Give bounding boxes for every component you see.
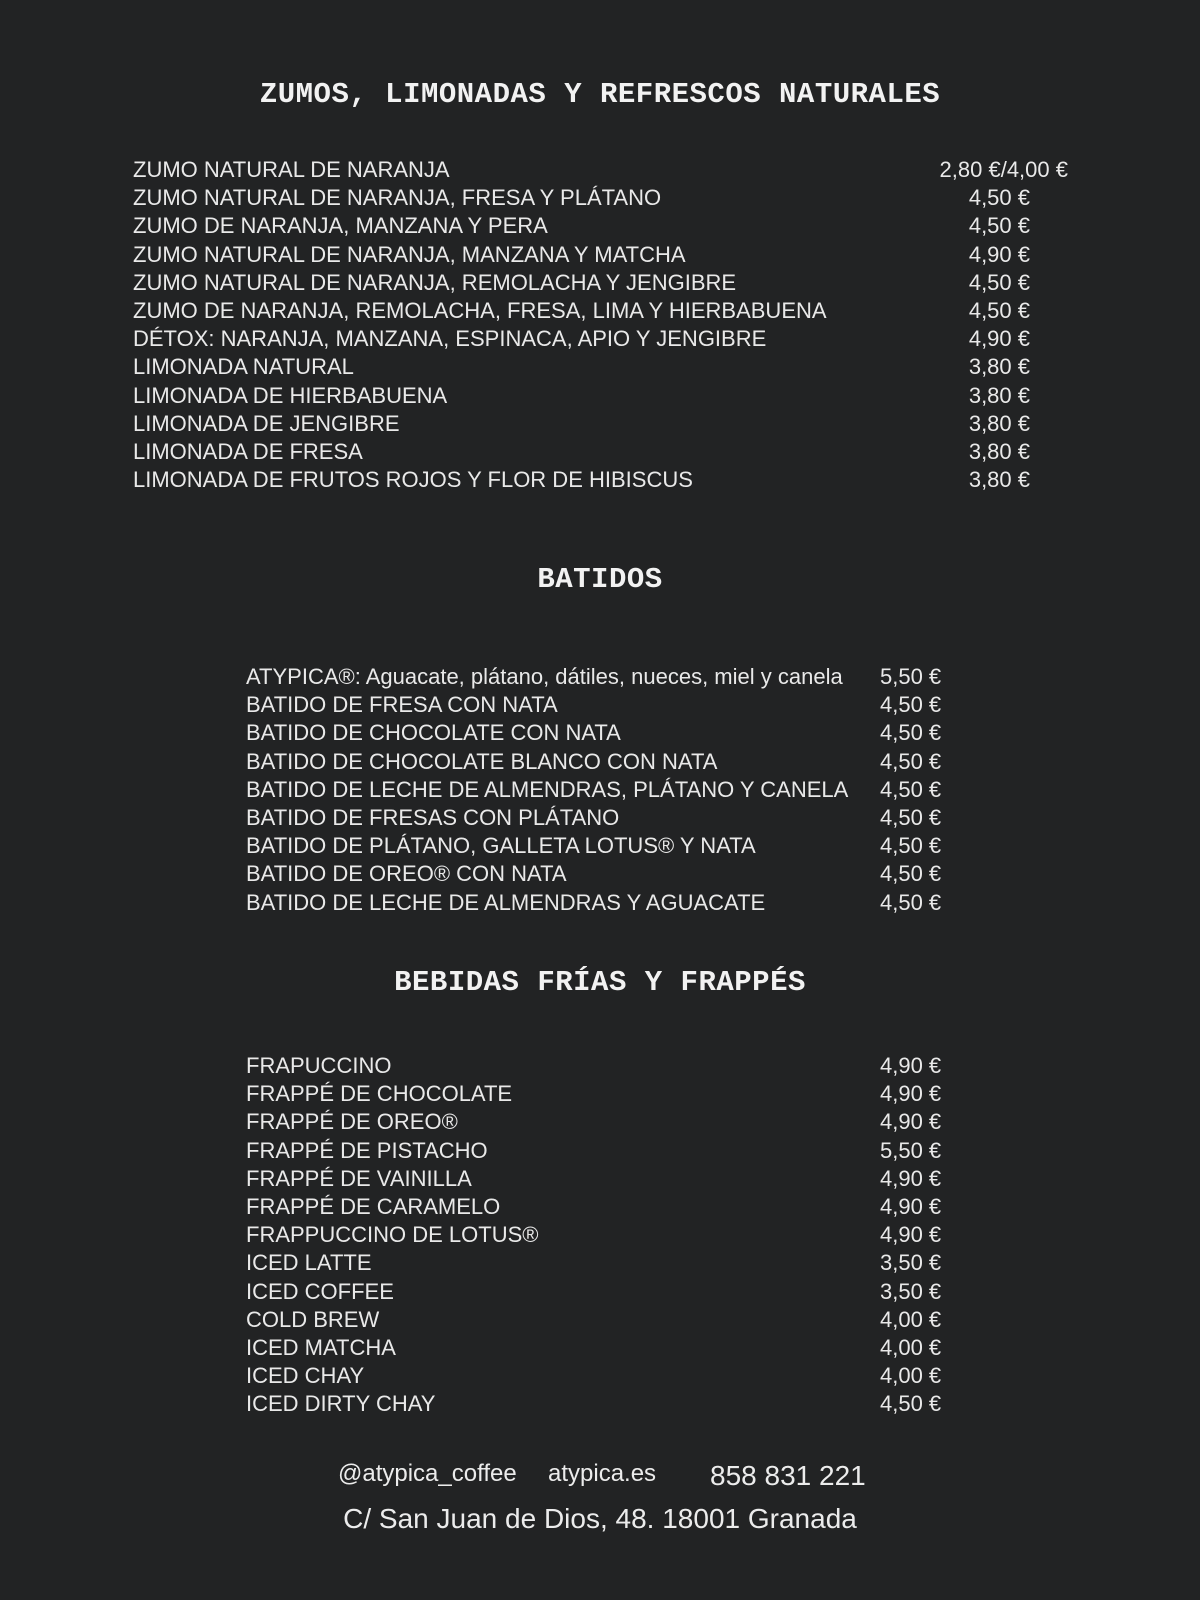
item-price: 3,80 €	[968, 382, 1030, 408]
menu-item	[246, 1390, 946, 1418]
item-name: FRAPPÉ DE PISTACHO	[246, 1137, 488, 1163]
item-name: ICED LATTE	[246, 1250, 372, 1276]
item-name: LIMONADA DE JENGIBRE	[133, 410, 400, 436]
item-price: 4,50 €	[968, 297, 1030, 323]
website-text: atypica.es	[548, 1460, 657, 1487]
menu-item	[246, 1334, 946, 1362]
item-name: FRAPPÉ DE VAINILLA	[246, 1165, 472, 1191]
item-name: BATIDO DE OREO® CON NATA	[246, 861, 567, 887]
item-price: 4,50 €	[880, 889, 942, 915]
menu-item	[246, 1249, 946, 1277]
item-price: 3,80 €	[968, 438, 1030, 464]
item-price: 4,50 €	[968, 185, 1030, 211]
menu-item	[246, 1362, 946, 1390]
item-price: 4,50 €	[880, 1391, 942, 1417]
section-title-batidos: BATIDOS	[537, 563, 663, 596]
item-name: DÉTOX: NARANJA, MANZANA, ESPINACA, APIO Y JENGIBRE	[133, 326, 767, 352]
section-title-zumos: ZUMOS, LIMONADAS Y REFRESCOS NATURALES	[259, 78, 941, 111]
menu-item	[246, 1193, 946, 1221]
menu-list-zumos	[133, 156, 1068, 494]
item-name: LIMONADA DE FRUTOS ROJOS Y FLOR DE HIBISCUS	[133, 467, 693, 493]
item-name: BATIDO DE CHOCOLATE BLANCO CON NATA	[246, 748, 718, 774]
menu-item	[246, 776, 946, 804]
menu-item	[246, 748, 946, 776]
item-name: ZUMO DE NARANJA, REMOLACHA, FRESA, LIMA Y HIERBABUENA	[133, 297, 827, 323]
item-name: COLD BREW	[246, 1306, 380, 1332]
menu-item	[133, 382, 1068, 410]
item-name: ATYPICA®: Aguacate, plátano, dátiles, nueces, miel y canela	[246, 664, 843, 689]
menu-item	[246, 691, 946, 719]
item-price: 4,00 €	[880, 1334, 942, 1360]
item-name: ICED CHAY	[246, 1363, 365, 1389]
menu-item	[246, 1278, 946, 1306]
item-name: LIMONADA NATURAL	[133, 354, 354, 380]
item-price: 4,50 €	[880, 776, 942, 802]
phone-number: 858 831 221	[710, 1460, 866, 1491]
menu-item	[246, 1108, 946, 1136]
menu-item	[133, 438, 1068, 466]
item-price: 4,50 €	[880, 748, 942, 774]
menu-item	[133, 297, 1068, 325]
item-price: 4,50 €	[880, 833, 942, 859]
item-name: ZUMO NATURAL DE NARANJA, FRESA Y PLÁTANO	[133, 185, 662, 211]
item-price: 4,90 €	[968, 241, 1030, 267]
menu-item	[246, 889, 946, 917]
item-name: ICED COFFEE	[246, 1278, 394, 1304]
item-price: 4,00 €	[880, 1363, 942, 1389]
item-price: 3,80 €	[968, 467, 1030, 493]
item-name: LIMONADA DE FRESA	[133, 438, 363, 464]
menu-list-batidos	[246, 663, 946, 917]
item-name: BATIDO DE LECHE DE ALMENDRAS Y AGUACATE	[246, 889, 766, 915]
item-price: 4,90 €	[880, 1222, 942, 1248]
item-name: BATIDO DE CHOCOLATE CON NATA	[246, 720, 621, 746]
item-price: 3,80 €	[968, 410, 1030, 436]
item-name: FRAPPÉ DE CHOCOLATE	[246, 1081, 513, 1107]
item-price: 4,50 €	[880, 720, 942, 746]
menu-item	[246, 1306, 946, 1334]
menu-item	[246, 1052, 946, 1080]
item-name: FRAPPÉ DE OREO®	[246, 1109, 458, 1135]
menu-item	[133, 269, 1068, 297]
menu-item	[246, 860, 946, 888]
menu-item	[246, 719, 946, 747]
item-name: ZUMO NATURAL DE NARANJA	[133, 157, 450, 182]
item-price: 4,50 €	[968, 213, 1030, 239]
item-name: ICED DIRTY CHAY	[246, 1391, 436, 1417]
menu-item	[133, 410, 1068, 438]
menu-item	[133, 184, 1068, 212]
menu-item	[133, 156, 1068, 184]
section-title-bebidas-frias: BEBIDAS FRÍAS Y FRAPPÉS	[394, 966, 806, 999]
item-price: 4,50 €	[880, 861, 942, 887]
item-name: ICED MATCHA	[246, 1334, 396, 1360]
menu-item	[133, 325, 1068, 353]
instagram-handle: @atypica_coffee	[338, 1460, 517, 1487]
item-price: 3,80 €	[968, 354, 1030, 380]
item-name: LIMONADA DE HIERBABUENA	[133, 382, 448, 408]
item-price: 4,50 €	[880, 804, 942, 830]
item-name: FRAPPÉ DE CARAMELO	[246, 1193, 501, 1219]
menu-list-bebidas-frias	[246, 1052, 946, 1418]
item-name: BATIDO DE PLÁTANO, GALLETA LOTUS® Y NATA	[246, 833, 756, 859]
menu-item	[133, 466, 1068, 494]
menu-item	[246, 1137, 946, 1165]
item-name: FRAPUCCINO	[246, 1053, 392, 1078]
menu-item	[246, 663, 946, 691]
item-price: 5,50 €	[880, 664, 942, 689]
item-name: BATIDO DE FRESAS CON PLÁTANO	[246, 804, 620, 830]
item-name: BATIDO DE LECHE DE ALMENDRAS, PLÁTANO Y CANELA	[246, 776, 849, 802]
item-price: 4,00 €	[880, 1306, 942, 1332]
menu-item	[133, 212, 1068, 240]
address-text: C/ San Juan de Dios, 48. 18001 Granada	[343, 1503, 857, 1534]
item-name: BATIDO DE FRESA CON NATA	[246, 692, 558, 718]
item-price: 4,50 €	[968, 269, 1030, 295]
item-price: 4,90 €	[880, 1081, 942, 1107]
item-price: 2,80 €/4,00 €	[939, 157, 1068, 182]
item-name: ZUMO NATURAL DE NARANJA, MANZANA Y MATCHA	[133, 241, 686, 267]
item-name: ZUMO NATURAL DE NARANJA, REMOLACHA Y JENGIBRE	[133, 269, 737, 295]
item-price: 4,90 €	[880, 1165, 942, 1191]
item-price: 4,90 €	[968, 326, 1030, 352]
item-price: 4,90 €	[880, 1109, 942, 1135]
menu-item	[246, 1080, 946, 1108]
item-name: ZUMO DE NARANJA, MANZANA Y PERA	[133, 213, 548, 239]
item-price: 3,50 €	[880, 1250, 942, 1276]
item-price: 4,90 €	[880, 1193, 942, 1219]
item-price: 4,90 €	[880, 1053, 942, 1078]
item-price: 3,50 €	[880, 1278, 942, 1304]
item-name: FRAPPUCCINO DE LOTUS®	[246, 1222, 539, 1248]
menu-item	[246, 804, 946, 832]
menu-item	[133, 241, 1068, 269]
menu-item	[133, 353, 1068, 381]
item-price: 4,50 €	[880, 692, 942, 718]
menu-item	[246, 1221, 946, 1249]
item-price: 5,50 €	[880, 1137, 942, 1163]
menu-item	[246, 1165, 946, 1193]
menu-item	[246, 832, 946, 860]
